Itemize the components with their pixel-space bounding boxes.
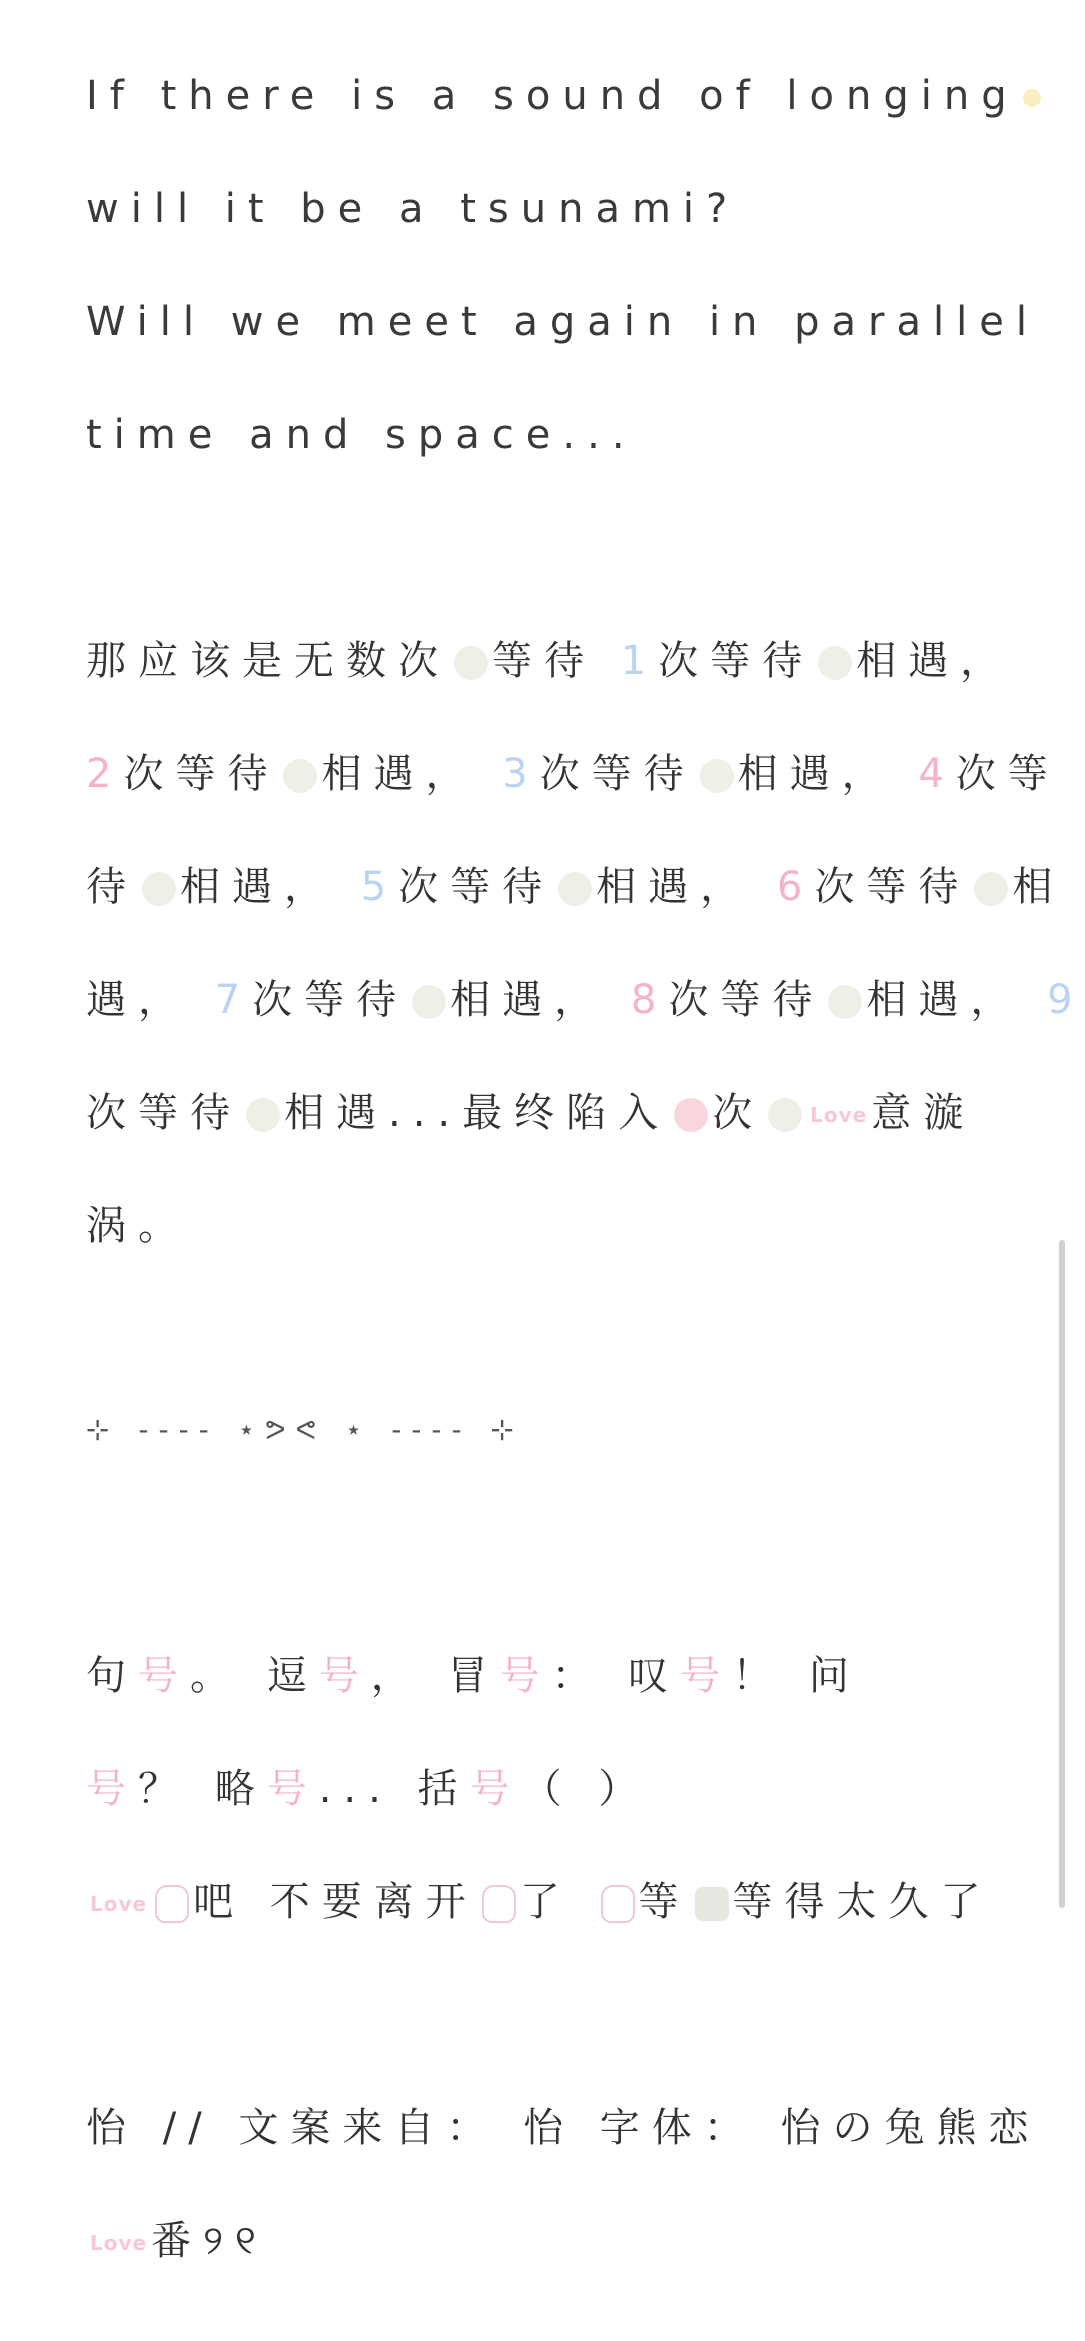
bear-icon — [695, 1887, 729, 1921]
bunny-icon — [601, 1885, 635, 1923]
love-sticker-icon: Love — [90, 1891, 148, 1916]
dumpling-icon — [558, 872, 592, 906]
dumpling-icon — [700, 759, 734, 793]
dumpling-icon — [142, 872, 176, 906]
bunny-icon — [155, 1885, 189, 1923]
bunny-icon — [482, 1885, 516, 1923]
credits-line-2: Love 番୨୧ — [86, 2185, 1006, 2298]
sun-icon — [1023, 89, 1041, 107]
dumpling-icon — [412, 985, 446, 1019]
poem-zh-line-5: 次等待 相遇...最终陷入 次 Love 意漩 — [86, 1057, 1006, 1170]
post-content — [86, 40, 1085, 2298]
love-sticker-icon: Love — [810, 1102, 868, 1127]
love-sticker-icon: Love — [90, 2230, 148, 2255]
spacer — [86, 492, 1006, 605]
dumpling-icon — [828, 985, 862, 1019]
poem-en-line-3: Will we meet again in parallel — [86, 299, 1039, 345]
poem-zh-line-6: 涡。 — [86, 1203, 190, 1249]
dumpling-icon — [454, 646, 488, 680]
poem-en-line-1: If there is a sound of longing — [86, 40, 1006, 153]
dumpling-icon — [974, 872, 1008, 906]
dumpling-icon — [283, 759, 317, 793]
peach-icon — [674, 1098, 708, 1132]
spacer — [86, 1283, 1006, 1373]
scrollbar[interactable] — [1059, 1240, 1065, 1908]
divider-line: ⊹ ---- ⋆ᕗᕙ ⋆ ---- ⊹ — [86, 1413, 524, 1446]
poem-zh-line-2: 2次等待 相遇， 3次等待 相遇， 4次等 — [86, 751, 1060, 797]
poem-zh-line-4: 遇， 7次等待 相遇， 8次等待 相遇， 9 — [86, 977, 1085, 1023]
spacer — [86, 1486, 1006, 1620]
poem-en-line-2: will it be a tsunami? — [86, 186, 740, 232]
punctuation-line-2: 号？ 略号... 括号（ ） — [86, 1766, 651, 1812]
bunny-line: Love 吧 不要离开 了 等 等得太久了 — [86, 1846, 1006, 1959]
poem-zh-line-1: 那应该是无数次 等待 1次等待 相遇， — [86, 638, 1013, 684]
credits-line-1: 怡 // 文案来自： 怡 字体： 怡の兔熊恋 — [86, 2105, 1041, 2151]
dumpling-icon — [818, 646, 852, 680]
poem-zh-line-3: 待 相遇， 5次等待 相遇， 6次等待 相 — [86, 864, 1065, 910]
dumpling-icon — [768, 1098, 802, 1132]
dumpling-icon — [246, 1098, 280, 1132]
punctuation-line-1: 句号。 逗号， 冒号： 叹号！ 问 — [86, 1653, 861, 1699]
spacer — [86, 1959, 1006, 2072]
poem-en-line-4: time and space... — [86, 412, 637, 458]
